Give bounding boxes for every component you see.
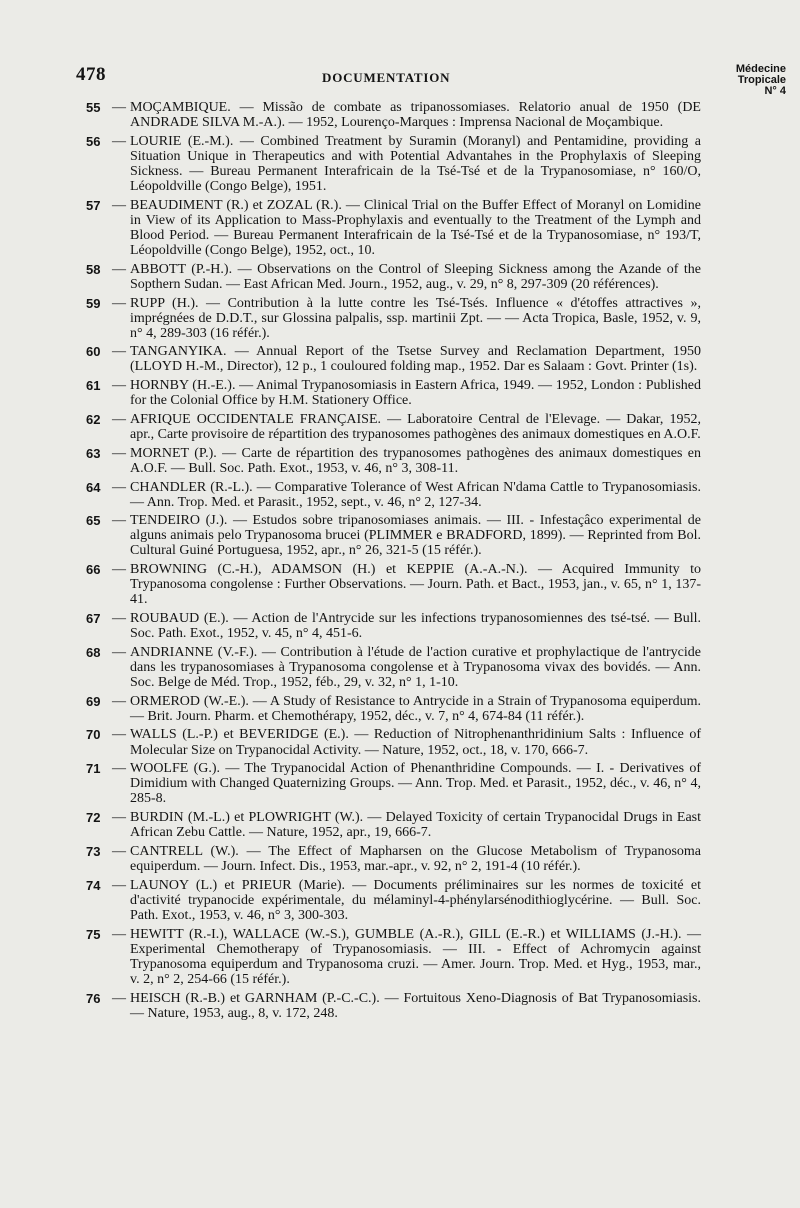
entry-dash: — bbox=[112, 479, 126, 495]
bibliography-entry bbox=[86, 611, 701, 641]
bibliography-entry bbox=[86, 878, 701, 923]
bibliography-entry bbox=[86, 562, 701, 607]
entry-text: MORNET (P.). — Carte de répartition des trypanosomes pathogènes des animaux domestiques en A.O.F. — Bull. Soc. Path. Exot., 1953, v. 46, n° 3, 308-11. bbox=[130, 445, 701, 476]
entry-text: CANTRELL (W.). — The Effect of Mapharsen on the Glucose Metabolism of Trypanosoma equiperdum. — Journ. Infect. Dis., 1953, mar.-apr., v. 92, n° 2, 191-4 (10 référ.). bbox=[130, 843, 701, 874]
bibliography-entry bbox=[86, 810, 701, 840]
bibliography-entry bbox=[86, 198, 701, 258]
bibliography-list bbox=[86, 100, 701, 1024]
entry-text: WALLS (L.-P.) et BEVERIDGE (E.). — Reduction of Nitrophenanthridinium Salts : Influence of Molecular Size on Trypanocidal Activity. — Nature, 1952, oct., 18, v. 170, 666-7. bbox=[130, 727, 701, 758]
entry-text: ROUBAUD (E.). — Action de l'Antrycide sur les infections trypanosomiennes des tsé-tsé. — Bull. Soc. Path. Exot., 1952, v. 45, n° 4, 451-6. bbox=[130, 611, 701, 642]
entry-number: 57 bbox=[86, 197, 101, 213]
entry-number: 62 bbox=[86, 411, 101, 427]
entry-number: 70 bbox=[86, 727, 101, 743]
bibliography-entry bbox=[86, 262, 701, 292]
entry-dash: — bbox=[112, 761, 126, 777]
entry-dash: — bbox=[112, 877, 126, 893]
entry-dash: — bbox=[112, 344, 126, 360]
entry-text: ANDRIANNE (V.-F.). — Contribution à l'étude de l'action curative et prophylactique de l'antrycide dans les trypanosomiases à Trypanosoma congolense et à Trypanosoma vivax des bovidés. — Ann. Soc. Belge de Méd. Trop., 1952, féb., 29, v. 32, n° 1, 1-10. bbox=[130, 644, 701, 690]
bibliography-entry bbox=[86, 645, 701, 690]
entry-text: ABBOTT (P.-H.). — Observations on the Control of Sleeping Sickness among the Azande of the Sopthern Sudan. — East African Med. Journ., 1952, aug., v. 29, n° 8, 297-309 (20 références). bbox=[130, 261, 701, 292]
entry-dash: — bbox=[112, 100, 126, 115]
entry-number: 66 bbox=[86, 562, 101, 578]
entry-number: 65 bbox=[86, 513, 101, 529]
entry-number: 63 bbox=[86, 445, 101, 461]
journal-tag bbox=[736, 64, 786, 97]
bibliography-entry bbox=[86, 100, 701, 130]
entry-dash: — bbox=[112, 445, 126, 461]
entry-text: TENDEIRO (J.). — Estudos sobre tripanosomiases animais. — III. - Infestaçâco experimental de alguns animais pelo Trypanosoma brucei (PLIMMER e BRADFORD, 1899). — Reprinted from Bol. Cultural Guiné Portuguesa, 1952, apr., n° 26, 321-5 (15 référ.). bbox=[130, 513, 701, 559]
entry-dash: — bbox=[112, 693, 126, 709]
entry-number: 61 bbox=[86, 378, 101, 394]
bibliography-entry bbox=[86, 844, 701, 874]
bibliography-entry bbox=[86, 480, 701, 510]
entry-number: 60 bbox=[86, 344, 101, 360]
entry-text: CHANDLER (R.-L.). — Comparative Tolerance of West African N'dama Cattle to Trypanosomiasis. — Ann. Trop. Med. et Parasit., 1952, sept., v. 46, n° 2, 127-34. bbox=[130, 479, 701, 510]
entry-number: 56 bbox=[86, 133, 101, 149]
page-number: 478 bbox=[76, 64, 106, 85]
entry-text: ORMEROD (W.-E.). — A Study of Resistance to Antrycide in a Strain of Trypanosoma equiperdum. — Brit. Journ. Pharm. et Chemothérapy, 1952, déc., v. 7, n° 4, 674-84 (11 référ.). bbox=[130, 693, 701, 724]
entry-text: MOÇAMBIQUE. — Missão de combate as tripanossomiases. Relatorio anual de 1950 (DE ANDRADE SILVA M.-A.). — 1952, Lourenço-Marques : Imprensa Nacional de Moçambique. bbox=[130, 100, 701, 131]
entry-number: 69 bbox=[86, 693, 101, 709]
journal-name-line: Tropicale bbox=[737, 74, 786, 86]
bibliography-entry bbox=[86, 727, 701, 757]
bibliography-entry bbox=[86, 694, 701, 724]
entry-number: 74 bbox=[86, 877, 101, 893]
entry-dash: — bbox=[112, 611, 126, 627]
entry-number: 67 bbox=[86, 611, 101, 627]
entry-number: 73 bbox=[86, 843, 101, 859]
entry-number: 71 bbox=[86, 761, 101, 777]
entry-number: 75 bbox=[86, 926, 101, 942]
entry-number: 64 bbox=[86, 479, 101, 495]
bibliography-entry bbox=[86, 134, 701, 194]
entry-text: HORNBY (H.-E.). — Animal Trypanosomiasis in Eastern Africa, 1949. — 1952, London : Published for the Colonial Office by H.M. Stationery Office. bbox=[130, 378, 701, 409]
entry-text: AFRIQUE OCCIDENTALE FRANÇAISE. — Laboratoire Central de l'Elevage. — Dakar, 1952, apr., Carte provisoire de répartition des trypanosomes pathogènes des animaux domestiques en A.O.F. bbox=[130, 411, 701, 443]
entry-dash: — bbox=[112, 727, 126, 743]
entry-number: 72 bbox=[86, 810, 101, 826]
entry-text: WOOLFE (G.). — The Trypanocidal Action of Phenanthridine Compounds. — I. - Derivatives of Dimidium with Changed Quaternizing Groups. — Ann. Trop. Med. et Parasit., 1952, déc., v. 46, n° 4, 285-8. bbox=[130, 761, 701, 807]
entry-dash: — bbox=[112, 295, 126, 311]
entry-dash: — bbox=[112, 990, 126, 1006]
bibliography-entry bbox=[86, 446, 701, 476]
bibliography-entry bbox=[86, 344, 701, 374]
entry-text: BEAUDIMENT (R.) et ZOZAL (R.). — Clinical Trial on the Buffer Effect of Moranyl on Lomidine in View of its Application to Mass-Prophylaxis and eventually to the Treatment of the Lymph and Blood Period. — Bureau Permanent Interafricain de la Tsé-Tsé et de la Trypanosomiase, n° 193/T, Léopoldville (Congo Belge), 1952, oct., 10. bbox=[130, 197, 701, 259]
entry-number: 68 bbox=[86, 644, 101, 660]
entry-number: 59 bbox=[86, 295, 101, 311]
bibliography-entry bbox=[86, 412, 701, 442]
entry-text: BROWNING (C.-H.), ADAMSON (H.) et KEPPIE (A.-A.-N.). — Acquired Immunity to Trypanosoma congolense : Further Observations. — Journ. Path. et Bact., 1953, jan., v. 65, n° 1, 137-41. bbox=[130, 562, 701, 608]
entry-number: 58 bbox=[86, 261, 101, 277]
entry-dash: — bbox=[112, 843, 126, 859]
entry-dash: — bbox=[112, 411, 126, 427]
entry-dash: — bbox=[112, 197, 126, 213]
bibliography-entry bbox=[86, 378, 701, 408]
journal-issue: N° 4 bbox=[764, 85, 786, 97]
entry-text: LOURIE (E.-M.). — Combined Treatment by Suramin (Moranyl) and Pentamidine, providing a Situation Unique in Therapeutics and with Potential Advantahes in the Prophylaxis of Sleeping Sickness. — Bureau Permanent Interafricain de la Tsé-Tsé et de la Trypanosomiase, n° 160/O, Léopoldville (Congo Belge), 1951. bbox=[130, 133, 701, 195]
bibliography-entry bbox=[86, 513, 701, 558]
entry-dash: — bbox=[112, 644, 126, 660]
entry-text: TANGANYIKA. — Annual Report of the Tsetse Survey and Reclamation Department, 1950 (LLOYD H.-M., Director), 12 p., 1 couloured folding map., 1952. Dar es Salaam : Govt. Printer (1s). bbox=[130, 344, 701, 375]
entry-dash: — bbox=[112, 513, 126, 529]
bibliography-entry bbox=[86, 927, 701, 987]
journal-name-line: Médecine bbox=[735, 63, 786, 75]
entry-text: HEISCH (R.-B.) et GARNHAM (P.-C.-C.). — Fortuitous Xeno-Diagnosis of Bat Trypanosomiasis. — Nature, 1953, aug., 8, v. 172, 248. bbox=[130, 990, 701, 1021]
bibliography-entry bbox=[86, 761, 701, 806]
entry-dash: — bbox=[112, 562, 126, 578]
entry-number: 76 bbox=[86, 990, 101, 1006]
entry-dash: — bbox=[112, 378, 126, 394]
entry-text: LAUNOY (L.) et PRIEUR (Marie). — Documents préliminaires sur les normes de toxicité et d'activité trypanocide expérimentale, du mélaminyl-4-phénylarsénodithioglycérine. — Bull. Soc. Path. Exot., 1953, v. 46, n° 3, 300-303. bbox=[130, 877, 701, 923]
entry-text: RUPP (H.). — Contribution à la lutte contre les Tsé-Tsés. Influence « d'étoffes attractives », imprégnées de D.D.T., sur Glossina palpalis, ssp. martinii Zpt. — — Acta Tropica, Basle, 1952, v. 9, n° 4, 289-303 (16 référ.). bbox=[130, 295, 701, 341]
entry-dash: — bbox=[112, 810, 126, 826]
entry-dash: — bbox=[112, 261, 126, 277]
entry-dash: — bbox=[112, 133, 126, 149]
bibliography-entry bbox=[86, 991, 701, 1021]
entry-text: BURDIN (M.-L.) et PLOWRIGHT (W.). — Delayed Toxicity of certain Trypanocidal Drugs in East African Zebu Cattle. — Nature, 1952, apr., 19, 666-7. bbox=[130, 810, 701, 841]
bibliography-entry bbox=[86, 296, 701, 341]
entry-dash: — bbox=[112, 926, 126, 942]
entry-number: 55 bbox=[86, 100, 101, 115]
entry-text: HEWITT (R.-I.), WALLACE (W.-S.), GUMBLE (A.-R.), GILL (E.-R.) et WILLIAMS (J.-H.). — Experimental Chemotherapy of Trypanosomiasis. — III. - Effect of Achromycin against Trypanosoma equiperdum and Trypanosoma cruzi. — Amer. Journ. Trop. Med. et Hyg., 1953, mar., v. 2, n° 2, 254-66 (15 référ.). bbox=[130, 926, 701, 987]
running-title: DOCUMENTATION bbox=[322, 70, 451, 85]
